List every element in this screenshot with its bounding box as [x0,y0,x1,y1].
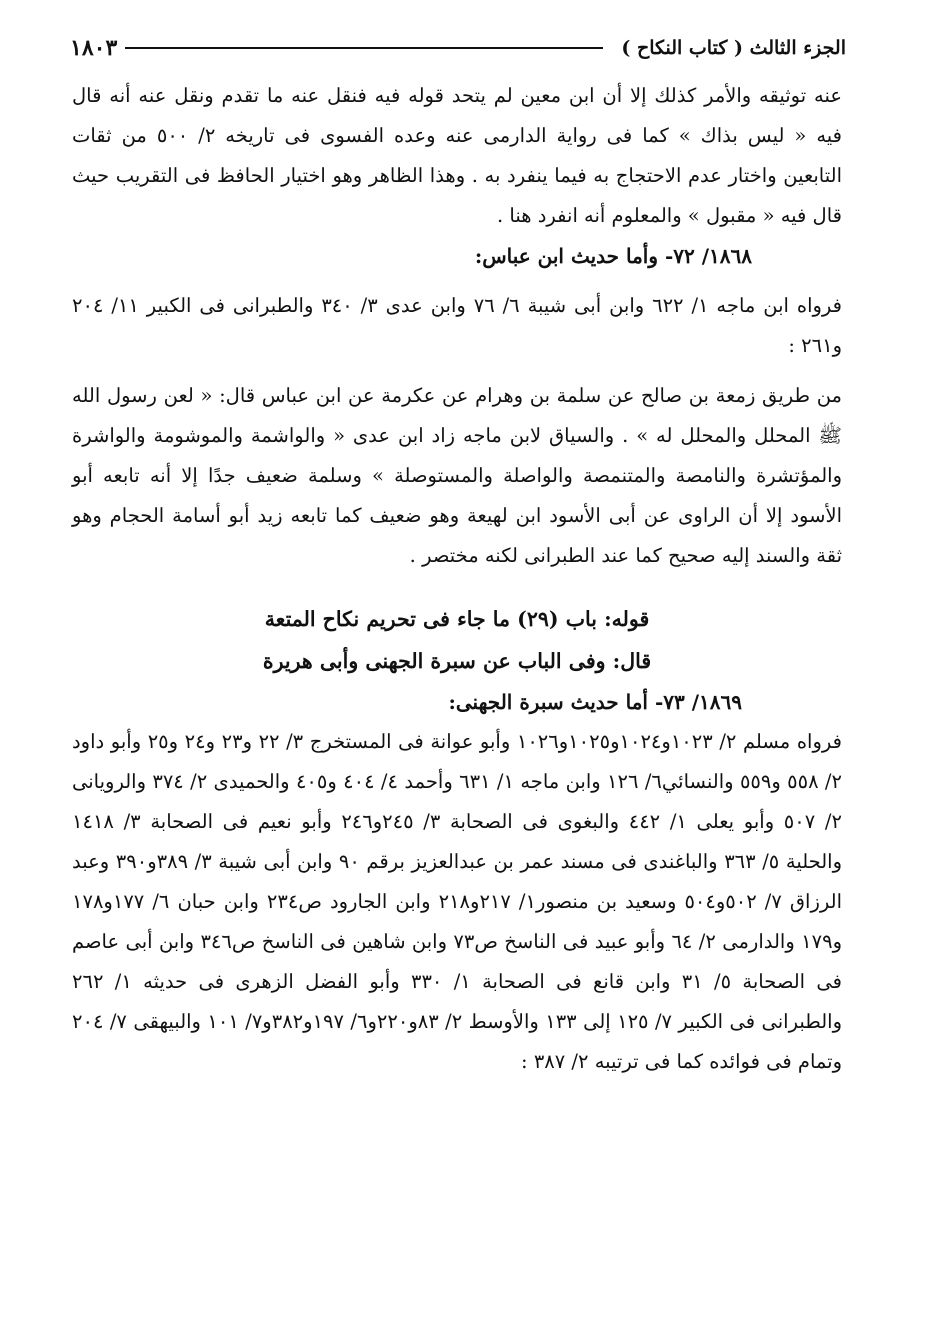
chapter-heading: قوله: باب (٢٩) ما جاء فى تحريم نكاح المتعة [264,607,650,631]
running-title: الجزء الثالث ( كتاب النكاح ) [621,37,846,59]
page-number: ١٨٠٣ [70,35,118,61]
chapter-subheading: قال: وفى الباب عن سبرة الجهنى وأبى هريرة [262,649,652,673]
hadith-heading-sabra: ١٨٦٩/ ٧٣- أما حديث سبرة الجهنى: [448,690,742,714]
header-rule [125,47,603,49]
hadith-heading-ibn-abbas: ١٨٦٨/ ٧٢- وأما حديث ابن عباس: [474,244,752,268]
paragraph-ibn-abbas-chain: من طريق زمعة بن صالح عن سلمة بن وهرام عن عكرمة عن ابن عباس قال: « لعن رسول الله ﷺ المحلل والمحلل له » . والسياق لابن ماجه زاد ابن عدى « والواشمة والموشومة والواشرة والمؤتشرة والنامصة والمتنمصة والواصلة والمستوصلة » وسلمة ضعيف جدًا إلا أنه تابعه أبو الأسود إلا أن الراوى عن أبى الأسود ابن لهيعة وهو ضعيف كما تابعه زيد أبو أسامة الحجام وهو ثقة والسند إليه صحيح كما عند الطبرانى لكنه مختصر . [72,384,842,567]
paragraph-sabra-sources: فرواه مسلم ٢/ ١٠٢٣و١٠٢٤و١٠٢٥و١٠٢٦ وأبو عوانة فى المستخرج ٣/ ٢٢ و٢٣ و٢٤ و٢٥ وأبو داود ٢/ ٥٥٨ و٥٥٩ والنسائي٦/ ١٢٦ وابن ماجه ١/ ٦٣١ وأحمد ٤/ ٤٠٤ و٤٠٥ والحميدى ٢/ ٣٧٤ والرويانى ٢/ ٥٠٧ وأبو يعلى ١/ ٤٤٢ والبغوى فى الصحابة ٣/ ٢٤٥و٢٤٦ وأبو نعيم فى الصحابة ٣/ ١٤١٨ والحلية ٥/ ٣٦٣ والباغندى فى مسند عمر بن عبدالعزيز برقم ٩٠ وابن أبى شيبة ٣/ ٣٨٩و٣٩٠ وعبد الرزاق ٧/ ٥٠٢و٥٠٤ وسعيد بن منصور١/ ٢١٧و٢١٨ وابن الجارود ص٢٣٤ وابن حبان ٦/ ١٧٧و١٧٨ و١٧٩ والدارمى ٢/ ٦٤ وأبو عبيد فى الناسخ ص٧٣ وابن شاهين فى الناسخ ص٣٤٦ وابن أبى عاصم فى الصحابة ٥/ ٣١ وابن قانع فى الصحابة ١/ ٣٣٠ وأبو الفضل الزهرى فى حديثه ١/ ٢٦٢ والطبرانى فى الكبير ٧/ ١٢٥ إلى ١٣٣ والأوسط ٢/ ٨٣و٢٢٠و٦/ ١٩٧و٣٨٢و٧/ ١٠١ والبيهقى ٧/ ٢٠٤ وتمام فى فوائده كما فى ترتيبه ٢/ ٣٨٧ : [72,730,843,1073]
paragraph-narrator-assessment: عنه توثيقه والأمر كذلك إلا أن ابن معين لم يتحد قوله فيه فنقل عنه ما تقدم ونقل عنه أنه قال فيه « ليس بذاك » كما فى رواية الدارمى عنه وعده الفسوى فى تاريخه ٢/ ٥٠٠ من ثقات التابعين واختار عدم الاحتجاج به فيما ينفرد به . وهذا الظاهر وهو اختيار الحافظ فى التقريب حيث قال فيه « مقبول » والمعلوم أنه انفرد هنا . [72,84,842,227]
page-body [72,76,842,1082]
page-header [70,30,846,66]
paragraph-ibn-abbas-sources: فرواه ابن ماجه ١/ ٦٢٢ وابن أبى شيبة ٦/ ٧٦ وابن عدى ٣/ ٣٤٠ والطبرانى فى الكبير ١١/ ٢٠٤ و٢٦١ : [72,294,842,357]
